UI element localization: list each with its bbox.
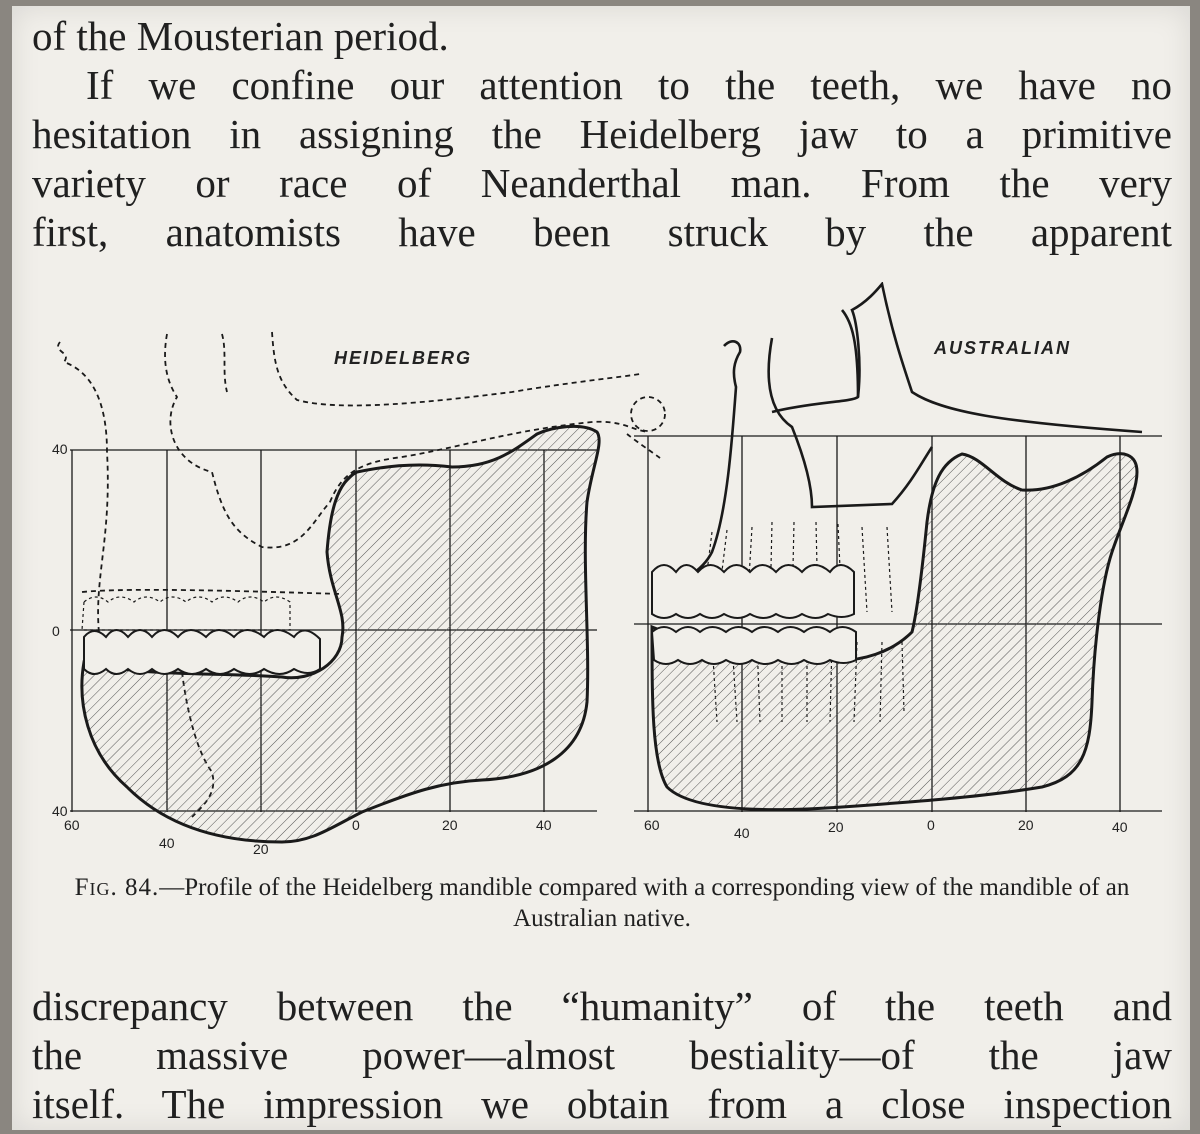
y-tick-top: 40 [52, 441, 68, 457]
book-page [12, 6, 1190, 1130]
figure-84 [12, 282, 1190, 862]
text-line: first, anatomists have been struck by the apparent [32, 209, 1172, 255]
australian-panel [634, 284, 1162, 841]
x-tick: 40 [536, 817, 552, 833]
text-line: discrepancy between the “humanity” of the teeth and [32, 983, 1172, 1029]
text-line: the massive power—almost bestiality—of the jaw [32, 1032, 1172, 1078]
x-tick: 40 [734, 825, 750, 841]
heidelberg-label: HEIDELBERG [334, 348, 473, 368]
x-tick: 40 [1112, 819, 1128, 835]
x-tick: 20 [828, 819, 844, 835]
australian-teeth [652, 565, 856, 664]
heidelberg-panel [52, 332, 665, 857]
heidelberg-upper-teeth [82, 597, 290, 630]
x-tick: 0 [352, 817, 360, 833]
x-tick: 20 [442, 817, 458, 833]
x-tick: 60 [64, 817, 80, 833]
paragraph-bottom [32, 982, 1172, 1129]
figure-number: Fig. 84. [74, 874, 160, 901]
x-tick: 0 [927, 817, 935, 833]
heidelberg-teeth [84, 630, 320, 674]
y-tick-zero: 0 [52, 623, 60, 639]
text-line: variety or race of Neanderthal man. From the very [32, 160, 1172, 206]
mandible-drawing [12, 282, 1190, 862]
x-tick: 40 [159, 835, 175, 851]
text-line: hesitation in assigning the Heidelberg jaw to a primitive [32, 111, 1172, 157]
x-tick: 60 [644, 817, 660, 833]
paragraph-top [32, 12, 1172, 257]
text-line: If we confine our attention to the teeth, we have no [86, 62, 1172, 108]
text-line: itself. The impression we obtain from a close inspection [32, 1081, 1172, 1127]
australian-label: AUSTRALIAN [934, 338, 1071, 358]
caption-text: —Profile of the Heidelberg mandible compared with a corresponding view of the mandible of an Australian native. [159, 874, 1130, 932]
y-tick-bottom: 40 [52, 803, 68, 819]
x-tick: 20 [1018, 817, 1034, 833]
figure-caption [52, 872, 1152, 934]
text-line: of the Mousterian period. [32, 13, 449, 59]
x-tick: 20 [253, 841, 269, 857]
